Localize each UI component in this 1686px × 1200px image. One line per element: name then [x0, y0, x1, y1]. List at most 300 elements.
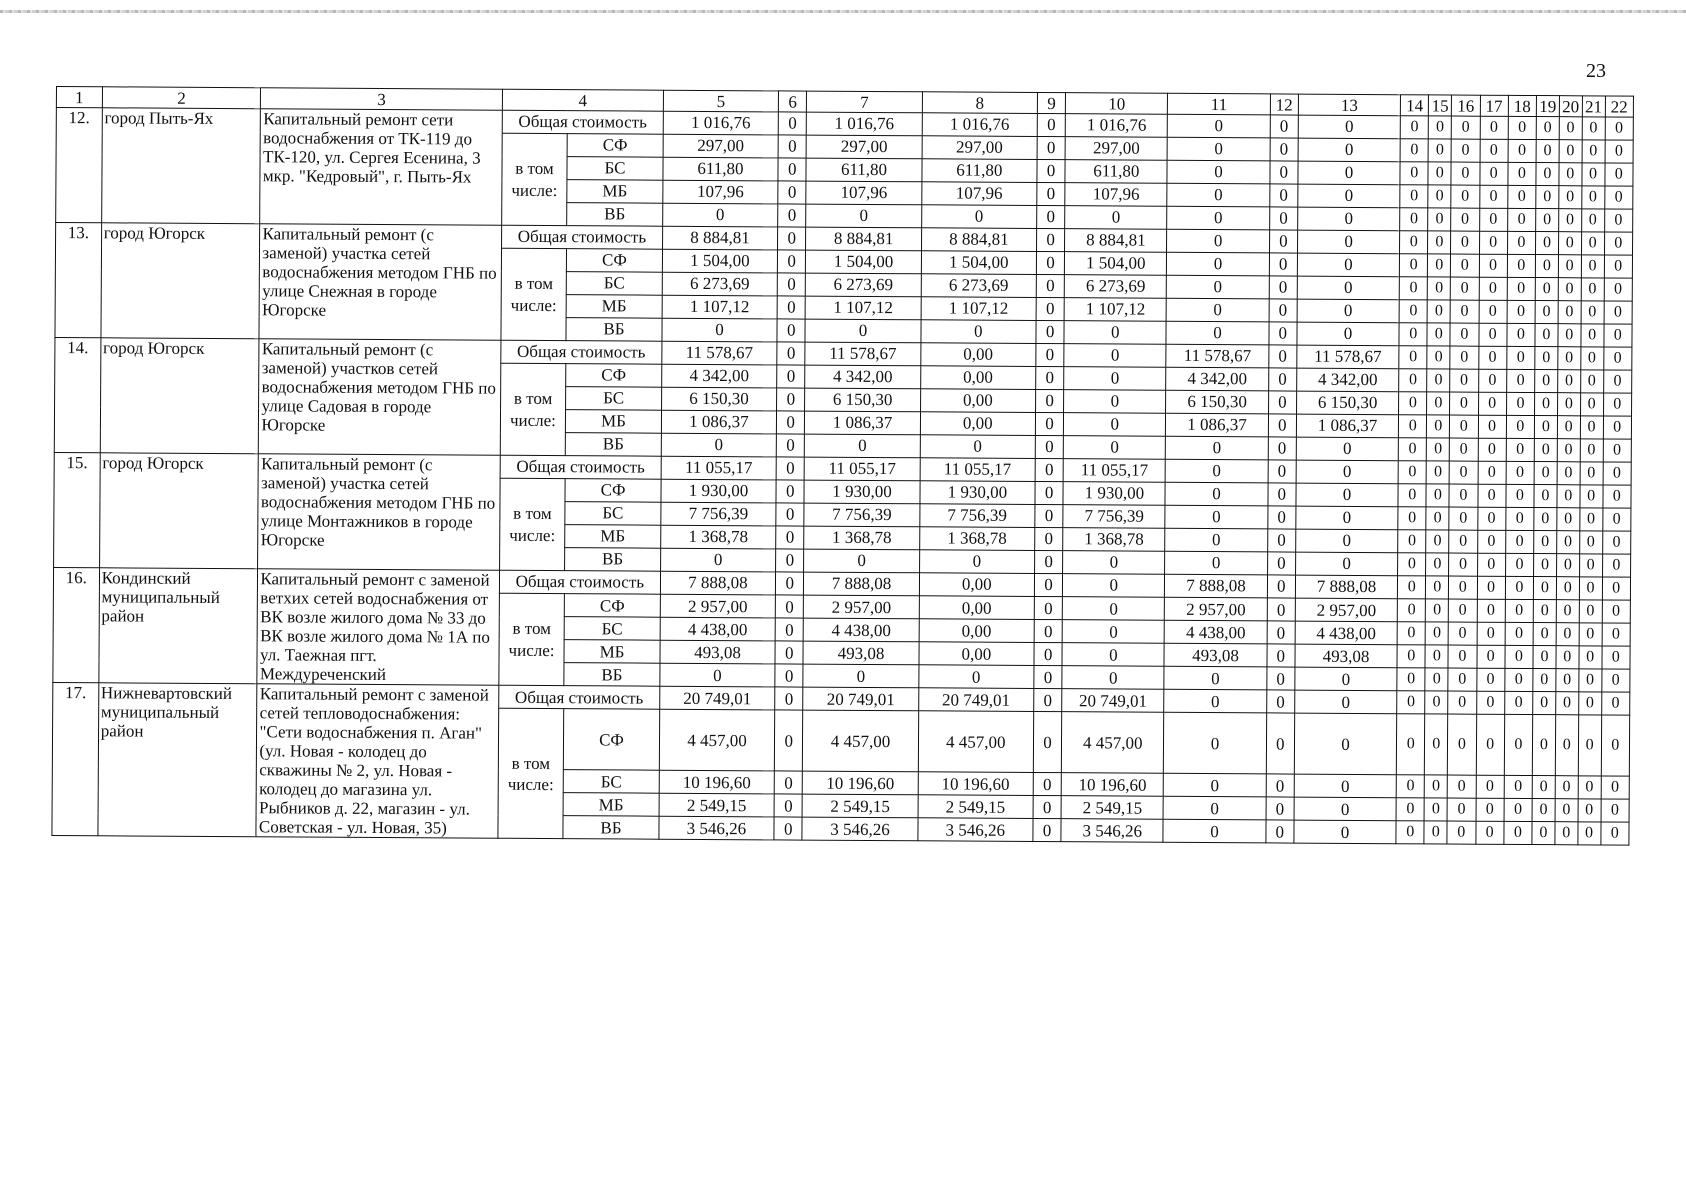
value-col-11: 2 957,00 — [1165, 597, 1267, 621]
value-col-19: 0 — [1534, 462, 1557, 485]
value-col-22: 0 — [1603, 393, 1632, 416]
value-col-13: 0 — [1298, 184, 1400, 208]
value-col-6: 0 — [778, 158, 806, 181]
value-col-6: 0 — [778, 181, 806, 204]
value-col-11: 0 — [1167, 160, 1269, 184]
including-line-1: в том — [513, 389, 553, 409]
source-label-bs: БС — [564, 617, 660, 641]
value-col-11: 4 342,00 — [1166, 367, 1268, 391]
value-col-17: 0 — [1476, 799, 1504, 822]
value-col-11: 0 — [1167, 252, 1269, 276]
value-col-12: 0 — [1266, 690, 1294, 713]
value-col-8: 611,80 — [922, 159, 1037, 183]
value-col-14: 0 — [1398, 553, 1426, 576]
value-col-14: 0 — [1400, 208, 1428, 231]
value-col-7: 1 368,78 — [804, 526, 919, 550]
value-col-18: 0 — [1504, 822, 1532, 845]
value-col-11: 0 — [1168, 114, 1270, 138]
source-label-mb: МБ — [563, 793, 659, 817]
value-col-13: 0 — [1296, 529, 1398, 553]
value-col-19: 0 — [1533, 623, 1556, 646]
value-col-22: 0 — [1604, 255, 1633, 278]
value-col-9: 0 — [1034, 573, 1062, 596]
source-label-bs: БС — [566, 272, 662, 296]
value-col-16: 0 — [1451, 139, 1479, 162]
value-col-10: 0 — [1064, 413, 1166, 437]
value-col-21: 0 — [1582, 117, 1605, 140]
value-col-9: 0 — [1037, 205, 1065, 228]
value-col-10: 10 196,60 — [1061, 773, 1163, 797]
value-col-6: 0 — [777, 250, 805, 273]
value-col-13: 4 438,00 — [1295, 621, 1397, 645]
value-col-18: 0 — [1508, 139, 1536, 162]
value-col-20: 0 — [1555, 715, 1578, 776]
value-col-19: 0 — [1533, 646, 1556, 669]
value-col-5: 1 016,76 — [663, 111, 778, 135]
value-col-8: 0 — [921, 205, 1036, 229]
value-col-10: 297,00 — [1065, 137, 1167, 161]
document-sheet — [51, 86, 1634, 846]
value-col-17: 0 — [1479, 231, 1507, 254]
value-col-15: 0 — [1428, 162, 1451, 185]
territory-cell: город Пыть-Ях — [101, 108, 260, 224]
value-col-9: 0 — [1037, 159, 1065, 182]
value-col-8: 0,00 — [919, 596, 1034, 620]
value-col-8: 3 546,26 — [918, 818, 1033, 842]
value-col-13: 0 — [1295, 690, 1397, 714]
value-col-19: 0 — [1536, 209, 1559, 232]
value-col-17: 0 — [1478, 323, 1506, 346]
value-col-7: 8 884,81 — [806, 227, 921, 251]
value-col-7: 1 930,00 — [804, 480, 919, 504]
value-col-5: 4 342,00 — [662, 364, 777, 388]
value-col-14: 0 — [1398, 507, 1426, 530]
value-col-16: 0 — [1448, 599, 1476, 622]
value-col-19: 0 — [1536, 186, 1559, 209]
value-col-12: 0 — [1270, 115, 1298, 138]
value-col-10: 1 107,12 — [1064, 298, 1166, 322]
value-col-10: 1 930,00 — [1063, 482, 1165, 506]
value-col-21: 0 — [1580, 416, 1603, 439]
value-col-6: 0 — [776, 503, 804, 526]
value-col-12: 0 — [1269, 207, 1297, 230]
value-col-21: 0 — [1581, 232, 1604, 255]
total-cost-label: Общая стоимость — [501, 225, 662, 249]
scan-edge — [0, 10, 1686, 13]
value-col-21: 0 — [1578, 799, 1601, 822]
funding-table — [51, 86, 1634, 846]
header-col-1: 1 — [56, 87, 102, 108]
value-col-22: 0 — [1601, 715, 1630, 776]
value-col-19: 0 — [1532, 822, 1555, 845]
value-col-5: 6 150,30 — [661, 387, 776, 411]
value-col-11: 0 — [1167, 275, 1269, 299]
value-col-10: 4 457,00 — [1062, 712, 1165, 774]
value-col-8: 0,00 — [920, 412, 1035, 436]
value-col-20: 0 — [1556, 600, 1579, 623]
value-col-12: 0 — [1269, 253, 1297, 276]
value-col-18: 0 — [1507, 346, 1535, 369]
value-col-16: 0 — [1450, 323, 1478, 346]
value-col-8: 0,00 — [920, 366, 1035, 390]
value-col-10: 2 549,15 — [1061, 796, 1163, 820]
value-col-13: 0 — [1297, 276, 1399, 300]
value-col-18: 0 — [1505, 669, 1533, 692]
value-col-20: 0 — [1557, 508, 1580, 531]
value-col-19: 0 — [1533, 600, 1556, 623]
including-line-2: числе: — [508, 640, 555, 660]
value-col-20: 0 — [1557, 439, 1580, 462]
value-col-18: 0 — [1504, 799, 1532, 822]
source-label-vb: ВБ — [564, 663, 660, 687]
value-col-7: 107,96 — [806, 181, 921, 205]
value-col-22: 0 — [1604, 301, 1633, 324]
header-col-15: 15 — [1429, 95, 1452, 116]
value-col-21: 0 — [1580, 370, 1603, 393]
value-col-11: 0 — [1167, 183, 1269, 207]
value-col-19: 0 — [1534, 508, 1557, 531]
value-col-19: 0 — [1535, 301, 1558, 324]
value-col-16: 0 — [1448, 622, 1476, 645]
value-col-19: 0 — [1535, 347, 1558, 370]
value-col-20: 0 — [1557, 416, 1580, 439]
value-col-5: 1 107,12 — [662, 295, 777, 319]
value-col-7: 6 150,30 — [805, 388, 920, 412]
value-col-5: 10 196,60 — [659, 771, 774, 795]
value-col-16: 0 — [1450, 392, 1478, 415]
value-col-13: 0 — [1294, 821, 1396, 845]
value-col-17: 0 — [1477, 576, 1505, 599]
value-col-13: 0 — [1295, 552, 1397, 576]
value-col-11: 0 — [1164, 774, 1266, 798]
value-col-5: 3 546,26 — [659, 817, 774, 841]
value-col-17: 0 — [1480, 116, 1508, 139]
territory-cell: город Югорск — [99, 453, 258, 569]
value-col-12: 0 — [1268, 460, 1296, 483]
including-line-1: в том — [514, 274, 554, 294]
value-col-17: 0 — [1476, 668, 1504, 691]
value-col-13: 0 — [1294, 798, 1396, 822]
value-col-20: 0 — [1559, 163, 1582, 186]
value-col-16: 0 — [1451, 162, 1479, 185]
value-col-21: 0 — [1580, 393, 1603, 416]
value-col-18: 0 — [1508, 185, 1536, 208]
value-col-19: 0 — [1533, 692, 1556, 715]
value-col-8: 0,00 — [920, 343, 1035, 367]
value-col-11: 4 438,00 — [1165, 620, 1267, 644]
value-col-14: 0 — [1399, 392, 1427, 415]
value-col-21: 0 — [1578, 776, 1601, 799]
value-col-14: 0 — [1396, 821, 1424, 844]
value-col-12: 0 — [1269, 230, 1297, 253]
value-col-15: 0 — [1426, 599, 1449, 622]
value-col-12: 0 — [1269, 299, 1297, 322]
value-col-19: 0 — [1533, 669, 1556, 692]
value-col-18: 0 — [1507, 254, 1535, 277]
value-col-6: 0 — [776, 434, 804, 457]
value-col-20: 0 — [1556, 623, 1579, 646]
territory-cell: Кондинский муниципальный район — [99, 568, 258, 684]
value-col-14: 0 — [1398, 530, 1426, 553]
value-col-7: 0 — [804, 549, 919, 573]
total-cost-label: Общая стоимость — [499, 570, 660, 594]
description-cell: Капитальный ремонт (с заменой) участков сетей водоснабжения методом ГНБ по улице Садовая в городе Югорске — [259, 339, 501, 455]
value-col-10: 1 504,00 — [1065, 252, 1167, 276]
value-col-17: 0 — [1480, 139, 1508, 162]
value-col-5: 11 055,17 — [661, 456, 776, 480]
value-col-5: 20 749,01 — [660, 686, 775, 710]
value-col-12: 0 — [1268, 437, 1296, 460]
value-col-17: 0 — [1479, 208, 1507, 231]
value-col-6: 0 — [774, 771, 802, 794]
value-col-22: 0 — [1603, 370, 1632, 393]
value-col-14: 0 — [1396, 714, 1425, 775]
value-col-18: 0 — [1504, 715, 1533, 776]
including-line-2: числе: — [510, 295, 557, 315]
value-col-11: 0 — [1166, 436, 1268, 460]
value-col-19: 0 — [1534, 531, 1557, 554]
value-col-12: 0 — [1267, 575, 1295, 598]
value-col-12: 0 — [1266, 820, 1294, 843]
value-col-22: 0 — [1601, 799, 1630, 822]
value-col-9: 0 — [1033, 773, 1061, 796]
value-col-10: 0 — [1063, 574, 1165, 598]
value-col-17: 0 — [1477, 484, 1505, 507]
source-label-vb: ВБ — [565, 548, 661, 572]
value-col-21: 0 — [1579, 600, 1602, 623]
value-col-20: 0 — [1557, 393, 1580, 416]
total-cost-label: Общая стоимость — [502, 110, 663, 134]
value-col-18: 0 — [1507, 208, 1535, 231]
value-col-16: 0 — [1449, 484, 1477, 507]
value-col-21: 0 — [1579, 531, 1602, 554]
value-col-13: 0 — [1297, 230, 1399, 254]
value-col-8: 20 749,01 — [918, 688, 1033, 712]
value-col-10: 0 — [1062, 620, 1164, 644]
value-col-16: 0 — [1451, 254, 1479, 277]
row-number: 13. — [55, 223, 101, 338]
value-col-8: 297,00 — [922, 136, 1037, 160]
value-col-20: 0 — [1558, 232, 1581, 255]
value-col-13: 0 — [1298, 115, 1400, 139]
value-col-9: 0 — [1035, 412, 1063, 435]
value-col-18: 0 — [1506, 392, 1534, 415]
value-col-8: 0 — [921, 320, 1036, 344]
value-col-21: 0 — [1579, 577, 1602, 600]
value-col-16: 0 — [1451, 231, 1479, 254]
value-col-17: 0 — [1478, 346, 1506, 369]
value-col-20: 0 — [1559, 186, 1582, 209]
including-label — [501, 248, 567, 340]
value-col-10: 0 — [1062, 666, 1164, 690]
description-cell: Капитальный ремонт с заменой ветхих сетей водоснабжения от ВК возле жилого дома № 33 до ВК возле жилого дома № 1А по ул. Таежная пгт. Междуреченский — [257, 569, 499, 686]
value-col-22: 0 — [1602, 600, 1631, 623]
value-col-15: 0 — [1427, 392, 1450, 415]
value-col-14: 0 — [1399, 300, 1427, 323]
value-col-16: 0 — [1450, 300, 1478, 323]
value-col-9: 0 — [1034, 550, 1062, 573]
value-col-16: 0 — [1447, 775, 1475, 798]
value-col-8: 4 457,00 — [918, 711, 1034, 773]
header-col-14: 14 — [1400, 95, 1428, 116]
source-label-sf: СФ — [564, 594, 660, 618]
value-col-11: 493,08 — [1164, 643, 1266, 667]
value-col-7: 297,00 — [806, 135, 921, 159]
value-col-12: 0 — [1266, 774, 1294, 797]
value-col-12: 0 — [1267, 506, 1295, 529]
value-col-8: 2 549,15 — [918, 795, 1033, 819]
source-label-bs: БС — [566, 387, 662, 411]
value-col-14: 0 — [1399, 277, 1427, 300]
value-col-5: 7 888,08 — [660, 571, 775, 595]
value-col-18: 0 — [1507, 300, 1535, 323]
value-col-13: 0 — [1297, 322, 1399, 346]
value-col-9: 0 — [1036, 274, 1064, 297]
value-col-5: 1 504,00 — [662, 249, 777, 273]
value-col-9: 0 — [1034, 643, 1062, 666]
value-col-22: 0 — [1603, 462, 1632, 485]
value-col-11: 0 — [1165, 482, 1267, 506]
value-col-21: 0 — [1581, 301, 1604, 324]
value-col-7: 1 086,37 — [805, 411, 920, 435]
value-col-17: 0 — [1477, 599, 1505, 622]
value-col-15: 0 — [1427, 369, 1450, 392]
value-col-9: 0 — [1036, 366, 1064, 389]
value-col-8: 1 930,00 — [920, 481, 1035, 505]
value-col-14: 0 — [1398, 438, 1426, 461]
value-col-13: 0 — [1294, 713, 1397, 775]
value-col-6: 0 — [778, 227, 806, 250]
value-col-7: 4 438,00 — [804, 618, 919, 642]
value-col-19: 0 — [1534, 439, 1557, 462]
value-col-20: 0 — [1556, 669, 1579, 692]
value-col-8: 0 — [919, 550, 1034, 574]
header-col-13: 13 — [1298, 94, 1400, 116]
value-col-20: 0 — [1556, 692, 1579, 715]
description-cell: Капитальный ремонт с заменой сетей тепловодоснабжения: "Сети водоснабжения п. Аган" (ул. Новая - колодец до скважины № 2, ул. Новая - колодец до магазина ул. Рыбников д. 22, магазин - ул. Советская - ул. Новая, 35) — [256, 684, 498, 839]
row-number: 17. — [52, 683, 99, 837]
value-col-22: 0 — [1601, 776, 1630, 799]
value-col-16: 0 — [1447, 798, 1475, 821]
value-col-14: 0 — [1397, 668, 1425, 691]
table-body — [52, 87, 1634, 846]
value-col-20: 0 — [1558, 278, 1581, 301]
source-label-bs: БС — [567, 157, 663, 181]
value-col-12: 0 — [1267, 598, 1295, 621]
value-col-16: 0 — [1451, 208, 1479, 231]
value-col-19: 0 — [1536, 140, 1559, 163]
value-col-20: 0 — [1559, 117, 1582, 140]
header-col-2: 2 — [102, 87, 261, 109]
value-col-17: 0 — [1476, 776, 1504, 799]
value-col-15: 0 — [1426, 484, 1449, 507]
header-col-19: 19 — [1536, 96, 1559, 117]
value-col-7: 1 107,12 — [805, 296, 920, 320]
value-col-7: 0 — [805, 434, 920, 458]
value-col-21: 0 — [1578, 715, 1601, 776]
total-cost-label: Общая стоимость — [500, 455, 661, 479]
value-col-16: 0 — [1448, 645, 1476, 668]
value-col-12: 0 — [1268, 391, 1296, 414]
value-col-10: 0 — [1064, 344, 1166, 368]
value-col-15: 0 — [1428, 185, 1451, 208]
including-label — [502, 133, 568, 225]
source-label-bs: БС — [565, 502, 661, 526]
value-col-14: 0 — [1399, 346, 1427, 369]
value-col-15: 0 — [1425, 645, 1448, 668]
value-col-21: 0 — [1582, 163, 1605, 186]
value-col-17: 0 — [1479, 254, 1507, 277]
value-col-21: 0 — [1580, 347, 1603, 370]
value-col-9: 0 — [1034, 666, 1062, 689]
value-col-15: 0 — [1425, 775, 1448, 798]
value-col-11: 0 — [1163, 797, 1265, 821]
including-line-1: в том — [513, 504, 552, 524]
value-col-17: 0 — [1478, 438, 1506, 461]
value-col-6: 0 — [776, 526, 804, 549]
value-col-8: 1 368,78 — [919, 527, 1034, 551]
value-col-5: 0 — [661, 433, 776, 457]
value-col-17: 0 — [1478, 461, 1506, 484]
value-col-9: 0 — [1035, 389, 1063, 412]
value-col-5: 0 — [662, 318, 777, 342]
row-number: 14. — [54, 337, 100, 452]
including-label — [499, 478, 565, 570]
value-col-12: 0 — [1269, 184, 1297, 207]
value-col-22: 0 — [1600, 822, 1629, 845]
description-cell: Капитальный ремонт сети водоснабжения от ТК-119 до ТК-120, ул. Сергея Есенина, 3 мкр. "Кедровый", г. Пыть-Ях — [260, 109, 502, 225]
value-col-20: 0 — [1557, 462, 1580, 485]
value-col-18: 0 — [1504, 776, 1532, 799]
source-label-vb: ВБ — [567, 203, 663, 227]
value-col-19: 0 — [1535, 324, 1558, 347]
value-col-11: 1 086,37 — [1166, 413, 1268, 437]
header-col-21: 21 — [1582, 96, 1605, 117]
value-col-11: 0 — [1164, 712, 1267, 774]
value-col-9: 0 — [1036, 320, 1064, 343]
value-col-6: 0 — [777, 388, 805, 411]
value-col-18: 0 — [1504, 692, 1532, 715]
value-col-7: 1 016,76 — [807, 112, 922, 136]
value-col-22: 0 — [1603, 347, 1632, 370]
including-label — [498, 708, 564, 839]
value-col-17: 0 — [1478, 369, 1506, 392]
value-col-7: 2 957,00 — [804, 595, 919, 619]
header-col-4: 4 — [502, 89, 663, 111]
value-col-18: 0 — [1507, 277, 1535, 300]
value-col-13: 0 — [1296, 437, 1398, 461]
value-col-11: 0 — [1166, 321, 1268, 345]
value-col-18: 0 — [1507, 323, 1535, 346]
value-col-6: 0 — [774, 817, 802, 840]
value-col-16: 0 — [1449, 530, 1477, 553]
value-col-10: 0 — [1064, 321, 1166, 345]
header-col-8: 8 — [922, 92, 1037, 114]
value-col-18: 0 — [1505, 530, 1533, 553]
value-col-11: 0 — [1167, 229, 1269, 253]
value-col-6: 0 — [775, 641, 803, 664]
value-col-6: 0 — [777, 342, 805, 365]
value-col-5: 611,80 — [663, 157, 778, 181]
value-col-14: 0 — [1397, 691, 1425, 714]
value-col-7: 11 055,17 — [804, 457, 919, 481]
value-col-17: 0 — [1478, 392, 1506, 415]
value-col-7: 0 — [803, 664, 918, 688]
value-col-8: 1 107,12 — [921, 297, 1036, 321]
value-col-11: 0 — [1164, 666, 1266, 690]
value-col-15: 0 — [1426, 622, 1449, 645]
source-label-vb: ВБ — [566, 318, 662, 342]
